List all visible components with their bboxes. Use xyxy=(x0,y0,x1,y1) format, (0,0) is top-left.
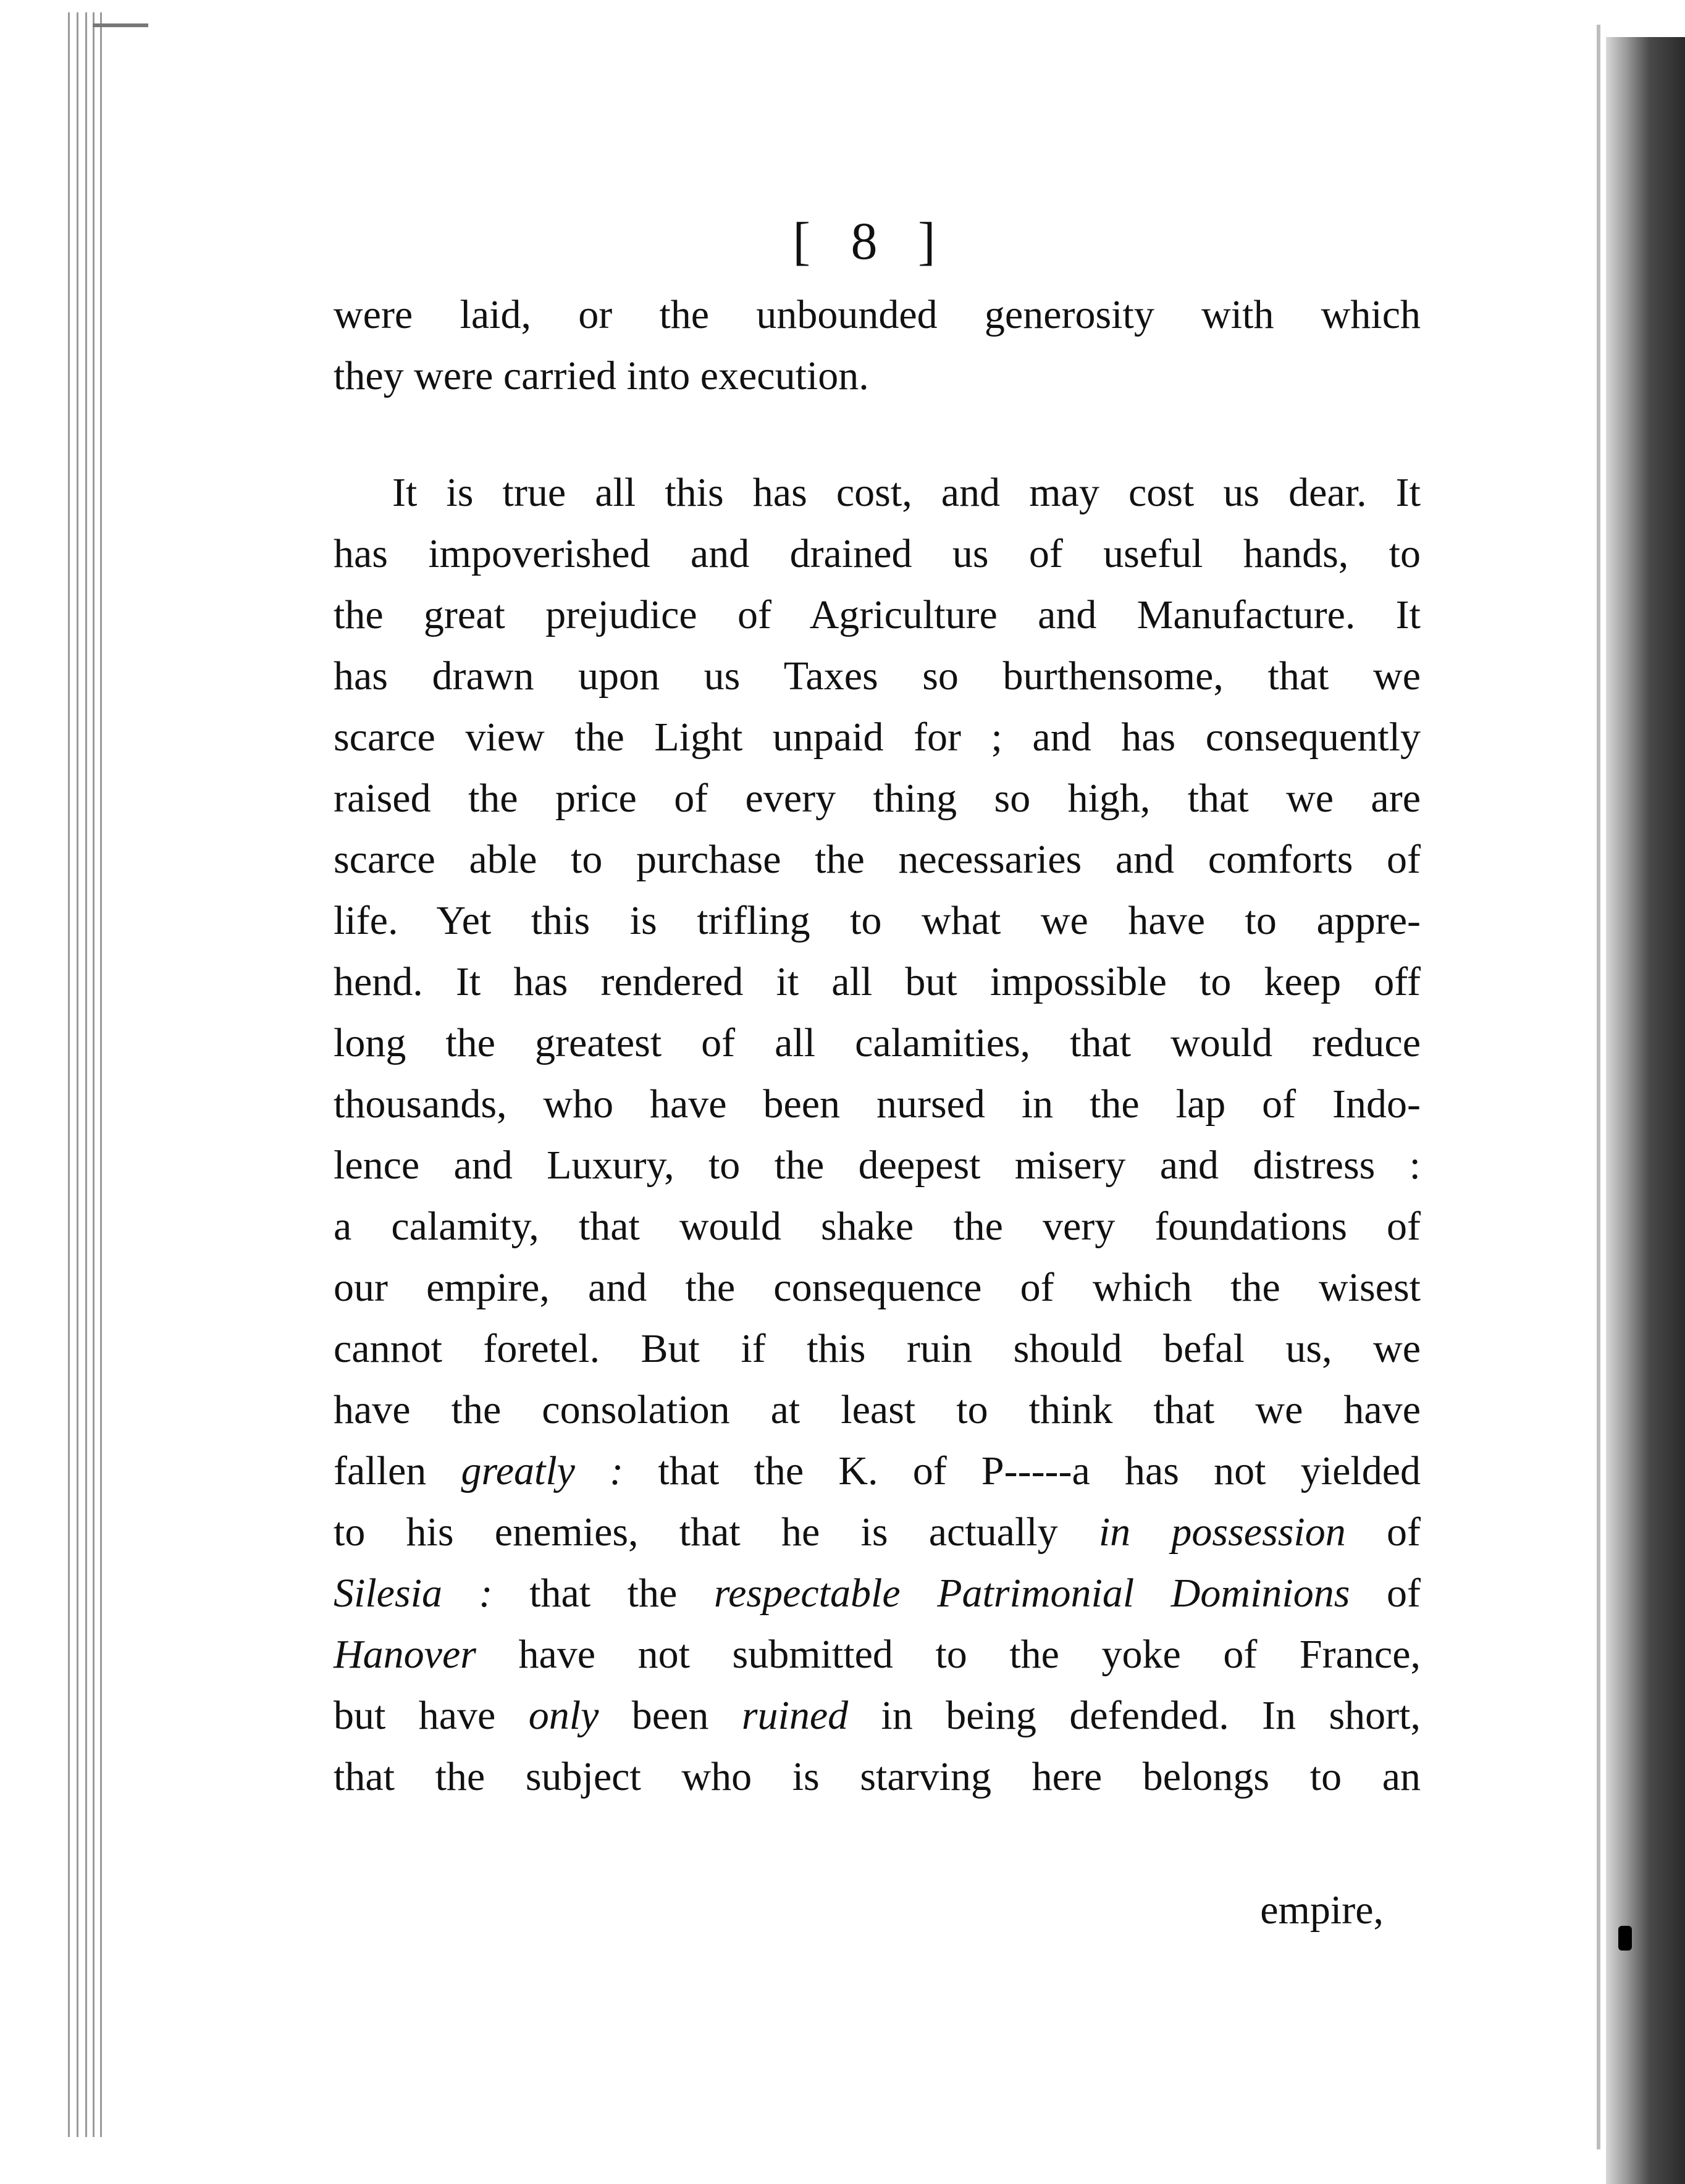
text-run: of xyxy=(1350,1571,1421,1616)
text-line: they were carried into execution. xyxy=(334,353,869,398)
text-run: but have xyxy=(334,1693,529,1738)
corner-mark xyxy=(93,23,148,27)
italic-text: Silesia : xyxy=(334,1571,493,1616)
text-line xyxy=(334,1563,1421,1624)
text-line: hend. It has rendered it all but impossible to keep off xyxy=(334,959,1421,1004)
text-line: lence and Luxury, to the deepest misery and distress : xyxy=(334,1143,1421,1188)
text-line xyxy=(334,1502,1421,1563)
italic-text: in possession xyxy=(1098,1510,1346,1555)
page-edge xyxy=(68,12,70,2137)
text-line xyxy=(334,1685,1421,1746)
text-run: been xyxy=(599,1693,742,1738)
text-run: fallen xyxy=(334,1448,461,1493)
text-line: have the consolation at least to think that we have xyxy=(334,1387,1421,1432)
text-run: that the K. of P-----a has not yielded xyxy=(623,1448,1421,1493)
text-line: our empire, and the consequence of which the wisest xyxy=(334,1265,1421,1310)
text-line: scarce view the Light unpaid for ; and has consequently xyxy=(334,715,1421,760)
text-line: the great prejudice of Agriculture and Manufacture. It xyxy=(334,592,1421,637)
italic-text: respectable Patrimonial Dominions xyxy=(713,1571,1350,1616)
gutter-mark xyxy=(1618,1926,1632,1951)
page-edge xyxy=(77,12,78,2137)
italic-text: ruined xyxy=(741,1693,849,1738)
page-edge xyxy=(85,12,87,2137)
text-run: to his enemies, that he is actually xyxy=(334,1510,1099,1555)
body-text xyxy=(334,284,1421,1807)
page-edge-right xyxy=(1597,25,1600,2149)
text-run: of xyxy=(1345,1510,1421,1555)
text-line: scarce able to purchase the necessaries and comforts of xyxy=(334,837,1421,882)
text-line: were laid, or the unbounded generosity with which xyxy=(334,292,1421,337)
text-line: raised the price of every thing so high, that we are xyxy=(334,776,1421,821)
text-line: life. Yet this is trifling to what we have to appre- xyxy=(334,898,1421,943)
page-number: [ 8 ] xyxy=(792,211,949,271)
paragraph-gap xyxy=(334,406,1421,462)
text-run: have not submitted to the yoke of France, xyxy=(476,1632,1421,1677)
text-line: a calamity, that would shake the very foundations of xyxy=(334,1204,1421,1249)
text-line xyxy=(334,1624,1421,1685)
italic-text: Hanover xyxy=(334,1632,476,1677)
italic-text: greatly : xyxy=(461,1448,624,1493)
text-line: It is true all this has cost, and may cost us dear. It xyxy=(392,470,1421,515)
text-line: has drawn upon us Taxes so burthensome, that we xyxy=(334,653,1421,699)
page-edge xyxy=(100,12,102,2137)
text-line: that the subject who is starving here belongs to an xyxy=(334,1754,1421,1799)
text-line: long the greatest of all calamities, that would reduce xyxy=(334,1020,1421,1065)
page-edges-left xyxy=(68,12,111,2137)
italic-text: only xyxy=(528,1693,599,1738)
text-line xyxy=(334,1440,1421,1502)
page-edge xyxy=(93,12,95,2137)
text-line: cannot foretel. But if this ruin should befal us, we xyxy=(334,1326,1421,1371)
text-run: that the xyxy=(492,1571,714,1616)
text-run: in being defended. In short, xyxy=(848,1693,1421,1738)
catchword: empire, xyxy=(1260,1888,1384,1933)
text-line: has impoverished and drained us of useful hands, to xyxy=(334,531,1421,576)
text-line: thousands, who have been nursed in the lap of Indo- xyxy=(334,1082,1421,1127)
binding-gutter xyxy=(1606,37,1685,2184)
